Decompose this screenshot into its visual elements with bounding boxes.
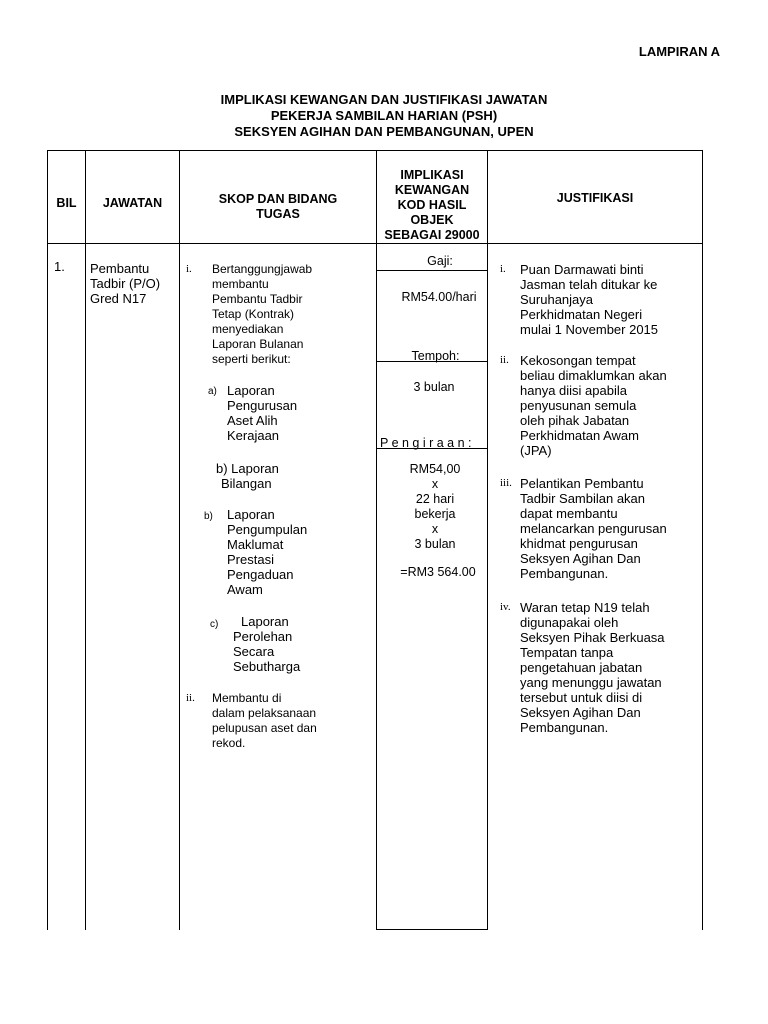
skop-line: Tetap (Kontrak) (212, 307, 295, 321)
title-line-2: PEKERJA SAMBILAN HARIAN (PSH) (270, 108, 498, 123)
skop-line: pelupusan aset dan (212, 721, 317, 735)
justifikasi-line: khidmat pengurusan (520, 536, 638, 551)
justifikasi-line: Tadbir Sambilan akan (520, 491, 646, 506)
justifikasi-line: Seksyen Agihan Dan (520, 705, 641, 720)
title-line-1: IMPLIKASI KEWANGAN DAN JUSTIFIKASI JAWATAN (220, 92, 548, 107)
calc-line: bekerja (414, 507, 456, 521)
header-skop (180, 192, 376, 222)
justifikasi-line: hanya diisi apabila (520, 383, 627, 398)
skop-line: rekod. (212, 736, 246, 750)
tempoh-label: Tempoh: (411, 349, 460, 363)
col-border-right (702, 150, 703, 930)
justifikasi-line: mulai 1 November 2015 (520, 322, 659, 337)
justifikasi-line: tersebut untuk diisi di (520, 690, 643, 705)
col-border-1 (85, 150, 86, 930)
justifikasi-line: Seksyen Agihan Dan (520, 551, 641, 566)
skop-line: Bertanggungjawab (212, 262, 313, 276)
skop-line: Prestasi (227, 552, 274, 567)
justifikasi-line: Perkhidmatan Negeri (520, 307, 643, 322)
row-jawatan (90, 261, 160, 306)
skop-item-ii-text (212, 691, 317, 751)
skop-item-c-marker: c) (210, 619, 219, 630)
skop-line: membantu (212, 277, 269, 291)
implikasi-bottom (376, 929, 487, 930)
justifikasi-line: Pembangunan. (520, 566, 609, 581)
skop-line: dalam pelaksanaan (212, 706, 317, 720)
skop-line: Laporan Bulanan (212, 337, 304, 351)
jawatan-line: Gred N17 (90, 291, 147, 306)
justifikasi-marker: iii. (500, 477, 512, 489)
skop-line: Awam (227, 582, 263, 597)
justifikasi-line: Suruhanjaya (520, 292, 593, 307)
skop-item-i-marker: i. (186, 263, 192, 275)
tempoh-value: 3 bulan (413, 380, 455, 394)
header-skop-line: SKOP DAN BIDANG (218, 192, 338, 206)
justifikasi-line: penyusunan semula (520, 398, 637, 413)
gaji-value: RM54.00/hari (401, 290, 477, 304)
gaji-label: Gaji: (427, 254, 453, 268)
skop-line: Laporan (241, 614, 289, 629)
header-implikasi-line: OBJEK (410, 213, 454, 227)
col-border-left (47, 150, 48, 930)
skop-item-b-text (216, 461, 279, 491)
header-implikasi-line: IMPLIKASI (400, 168, 464, 182)
calculation (377, 462, 493, 552)
pengiraan-label: P e n g i r a a n : (380, 436, 472, 450)
skop-item-c-text (233, 614, 300, 674)
skop-line: Pengurusan (227, 398, 298, 413)
skop-line: seperti berikut: (212, 352, 291, 366)
calc-line: RM54,00 (409, 462, 461, 476)
calc-line: x (431, 522, 439, 536)
skop-item-a-marker: a) (208, 386, 217, 397)
skop-line: Aset Alih (227, 413, 278, 428)
document-title (0, 92, 768, 140)
jawatan-line: Tadbir (P/O) (90, 276, 161, 291)
justifikasi-line: Pelantikan Pembantu (520, 476, 644, 491)
skop-line: Perolehan (233, 629, 293, 644)
justifikasi-line: dapat membantu (520, 506, 618, 521)
title-line-3: SEKSYEN AGIHAN DAN PEMBANGUNAN, UPEN (234, 124, 534, 139)
justifikasi-line: Seksyen Pihak Berkuasa (520, 630, 665, 645)
skop-item-b2-marker: b) (204, 511, 213, 522)
skop-item-ii-marker: ii. (186, 692, 195, 704)
row-bil: 1. (54, 259, 65, 274)
header-jawatan: JAWATAN (102, 196, 163, 210)
skop-item-a-text (227, 383, 297, 443)
justifikasi-line: Pembangunan. (520, 720, 609, 735)
justifikasi-line: (JPA) (520, 443, 552, 458)
justifikasi-marker: ii. (500, 354, 509, 366)
justifikasi-marker: iv. (500, 601, 511, 613)
lampiran-label: LAMPIRAN A (638, 44, 720, 59)
header-implikasi (377, 168, 487, 243)
justifikasi-line: Jasman telah ditukar ke (520, 277, 658, 292)
skop-line: Secara (233, 644, 275, 659)
skop-line: b) Laporan (216, 461, 279, 476)
skop-line: Pengumpulan (227, 522, 308, 537)
calc-line: 22 hari (415, 492, 455, 506)
header-implikasi-line: SEBAGAI 29000 (384, 228, 480, 242)
skop-line: Pengaduan (227, 567, 294, 582)
justifikasi-line: melancarkan pengurusan (520, 521, 667, 536)
justifikasi-line: Puan Darmawati binti (520, 262, 644, 277)
skop-line: Maklumat (227, 537, 284, 552)
col-border-2 (179, 150, 180, 930)
justifikasi-item (520, 353, 667, 458)
header-implikasi-line: KOD HASIL (397, 198, 467, 212)
justifikasi-item (520, 262, 658, 337)
justifikasi-line: Tempatan tanpa (520, 645, 614, 660)
calc-line: x (431, 477, 439, 491)
calc-line: 3 bulan (414, 537, 456, 551)
header-implikasi-line: KEWANGAN (394, 183, 470, 197)
justifikasi-marker: i. (500, 263, 506, 275)
justifikasi-line: digunapakai oleh (520, 615, 619, 630)
skop-line: Laporan (227, 383, 275, 398)
justifikasi-item (520, 476, 667, 581)
total-amount: =RM3 564.00 (400, 565, 476, 579)
implikasi-divider-1 (376, 270, 487, 271)
justifikasi-line: Perkhidmatan Awam (520, 428, 639, 443)
skop-line: Pembantu Tadbir (212, 292, 303, 306)
skop-line: Membantu di (212, 691, 282, 705)
header-bil: BIL (56, 196, 77, 210)
header-bottom-border (47, 243, 703, 244)
skop-item-i-text (212, 262, 312, 367)
skop-item-b2-text (227, 507, 307, 597)
table-top-border (47, 150, 703, 151)
justifikasi-line: pengetahuan jabatan (520, 660, 643, 675)
justifikasi-line: Waran tetap N19 telah (520, 600, 650, 615)
jawatan-line: Pembantu (90, 261, 150, 276)
justifikasi-item (520, 600, 665, 735)
skop-line: Bilangan (221, 476, 272, 491)
justifikasi-line: yang menunggu jawatan (520, 675, 662, 690)
skop-line: Laporan (227, 507, 275, 522)
skop-line: menyediakan (212, 322, 284, 336)
justifikasi-line: beliau dimaklumkan akan (520, 368, 667, 383)
skop-line: Kerajaan (227, 428, 280, 443)
justifikasi-line: Kekosongan tempat (520, 353, 636, 368)
skop-line: Sebutharga (233, 659, 301, 674)
header-justifikasi: JUSTIFIKASI (556, 191, 634, 205)
header-skop-line: TUGAS (256, 207, 300, 221)
justifikasi-line: oleh pihak Jabatan (520, 413, 630, 428)
